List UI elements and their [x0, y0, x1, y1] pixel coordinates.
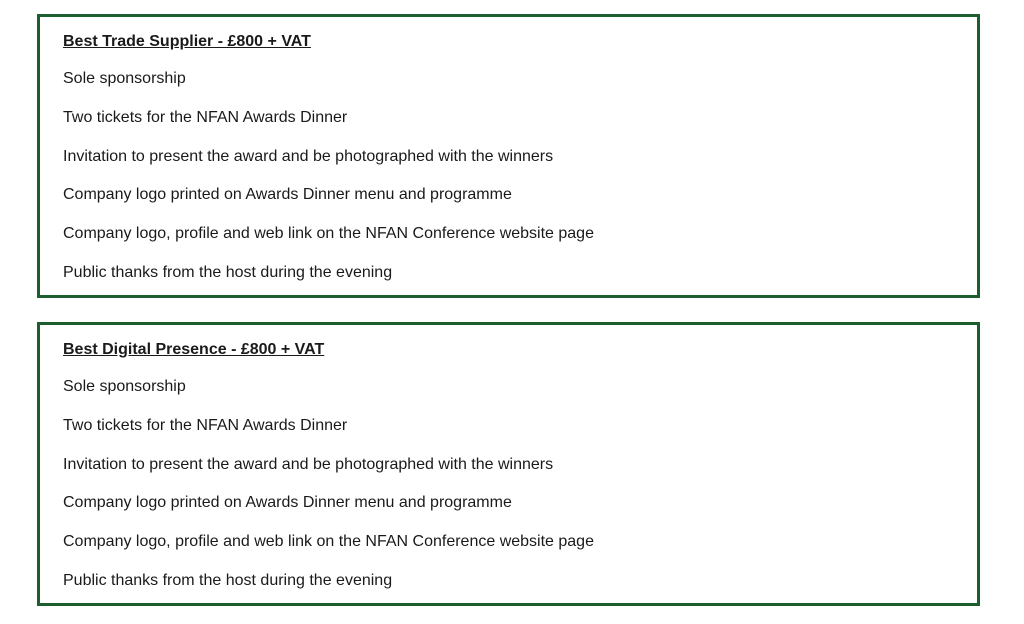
- benefit-item: Two tickets for the NFAN Awards Dinner: [63, 109, 348, 126]
- benefit-item: Invitation to present the award and be photographed with the winners: [63, 456, 554, 473]
- sponsorship-title: Best Digital Presence - £800 + VAT: [63, 341, 325, 358]
- benefit-item: Company logo, profile and web link on the NFAN Conference website page: [63, 533, 594, 550]
- benefit-item: Two tickets for the NFAN Awards Dinner: [63, 417, 348, 434]
- sponsorship-title: Best Trade Supplier - £800 + VAT: [63, 33, 311, 50]
- sponsorship-box-best-digital-presence: [37, 322, 980, 606]
- benefit-item: Company logo, profile and web link on the NFAN Conference website page: [63, 225, 594, 242]
- benefit-item: Sole sponsorship: [63, 70, 186, 87]
- sponsorship-box-best-trade-supplier: [37, 14, 980, 298]
- benefit-item: Public thanks from the host during the evening: [63, 264, 393, 281]
- benefit-item: Sole sponsorship: [63, 378, 186, 395]
- benefit-item: Public thanks from the host during the evening: [63, 572, 393, 589]
- benefit-item: Invitation to present the award and be photographed with the winners: [63, 148, 554, 165]
- benefit-item: Company logo printed on Awards Dinner menu and programme: [63, 186, 512, 203]
- benefit-item: Company logo printed on Awards Dinner menu and programme: [63, 494, 512, 511]
